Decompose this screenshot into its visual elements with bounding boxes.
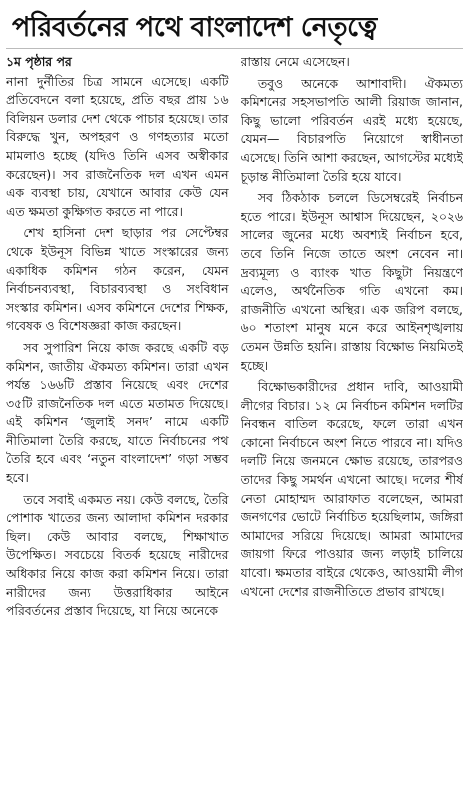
paragraph: সব ঠিকঠাক চললে ডিসেম্বরেই নির্বাচন হতে পারে। ইউনূস আশ্বাস দিয়েছেন, ২০২৬ সালের জুনের মধ্যে অবশ্যই নির্বাচন হবে, তবে তিনি নিজে তাতে অংশ নেবেন না। দ্রব্যমূল্য ও ব্যাংক খাত কিছুটা নিয়ন্ত্রণে এলেও, অর্থনৈতিক গতি এখনো কম। রাজনীতি এখনো অস্থির। এক জরিপ বলছে, ৬০ শতাংশ মানুষ মনে করে আইনশৃঙ্খলায় তেমন উন্নতি হয়নি। রাস্তায় বিক্ষোভ নিয়মিতই হচ্ছে। [240, 190, 463, 373]
paragraph: নানা দুর্নীতির চিত্র সামনে এসেছে। একটি প্রতিবেদনে বলা হয়েছে, প্রতি বছর প্রায় ১৬ বিলিয়ন ডলার দেশ থেকে পাচার হয়েছে। তার বিরুদ্ধে খুন, অপহরণ ও গণহত্যার মতো মামলাও হচ্ছে (যদিও তিনি এসব অস্বীকার করেছেন)। সব রাজনৈতিক দল এখন এমন এক ব্যবস্থা চায়, যেখানে আবার কেউ যেন এত ক্ষমতা কুক্ষিগত করতে না পারে। [6, 73, 229, 219]
article-body [6, 53, 463, 624]
paragraph: রাস্তায় নেমে এসেছেন। [240, 54, 350, 69]
right-column [241, 53, 464, 624]
left-column [6, 53, 229, 624]
paragraph: সব সুপারিশ নিয়ে কাজ করছে একটি বড় কমিশন, জাতীয় ঐকমত্য কমিশন। তারা এখন পর্যন্ত ১৬৬টি প্রস্তাব নিয়েছে এবং দেশের ৩৫টি রাজনৈতিক দল এতে মতামত দিয়েছে। এই কমিশন ‘জুলাই সনদ’ নামে একটি নীতিমালা তৈরি করছে, যাতে নির্বাচনের পথ তৈরি হবে এবং ‘নতুন বাংলাদেশ’ গড়া সম্ভব হবে। [6, 339, 229, 486]
paragraph: শেখ হাসিনা দেশ ছাড়ার পর সেপ্টেম্বর থেকে ইউনূস বিভিন্ন খাতে সংস্কারের জন্য একাধিক কমিশন গঠন করেন, যেমন নির্বাচনব্যবস্থা, বিচারব্যবস্থা ও সংবিধান সংস্কার কমিশন। এসব কমিশনে দেশের শিক্ষক, গবেষক ও বিশেষজ্ঞরা কাজ করছেন। [6, 225, 229, 334]
paragraph: তবে সবাই একমত নয়। কেউ বলছে, তৈরি পোশাক খাতের জন্য আলাদা কমিশন দরকার ছিল। কেউ আবার বলছে, শিক্ষাখাত উপেক্ষিত। সবচেয়ে বিতর্ক হয়েছে নারীদের অধিকার নিয়ে কাজ করা কমিশন নিয়ে। তারা নারীদের জন্য উত্তরাধিকার আইনে পরিবর্তনের প্রস্তাব দিয়েছে, যা নিয়ে অনেকে [6, 491, 229, 619]
paragraph: বিক্ষোভকারীদের প্রধান দাবি, আওয়ামী লীগের বিচার। ১২ মে নির্বাচন কমিশন দলটির নিবন্ধন বাতিল করেছে, ফলে তারা এখন কোনো নির্বাচনে অংশ নিতে পারবে না। যদিও দলটি নিয়ে জনমনে ক্ষোভ রয়েছে, তারপরও তাদের কিছু সমর্থন এখনো আছে। দলের শীর্ষ নেতা মোহাম্মদ আরাফাত বলেছেন, আমরা জনগণের ভোটে নির্বাচিত হয়েছিলাম, জঙ্গিরা আমাদের সরিয়ে দিয়েছে। আমরা আমাদের জায়গা ফিরে পাওয়ার জন্য লড়াই চালিয়ে যাবো। ক্ষমতার বাইরে থেকেও, আওয়ামী লীগ এখনো দেশের রাজনীতিতে প্রভাব রাখছে। [240, 379, 463, 599]
headline: পরিবর্তনের পথে বাংলাদেশ নেতৃত্বে [6, 6, 463, 49]
continued-label: ১ম পৃষ্ঠার পর [6, 54, 72, 69]
paragraph: তবুও অনেকে আশাবাদী। ঐকমত্য কমিশনের সহসভাপতি আলী রিয়াজ জানান, কিছু ভালো পরিবর্তন এরই মধ্যে হয়েছে, যেমন— বিচারপতি নিয়োগে স্বাধীনতা এসেছে। তিনি আশা করছেন, আগস্টের মধ্যেই চূড়ান্ত নীতিমালা তৈরি হয়ে যাবে। [240, 75, 463, 184]
